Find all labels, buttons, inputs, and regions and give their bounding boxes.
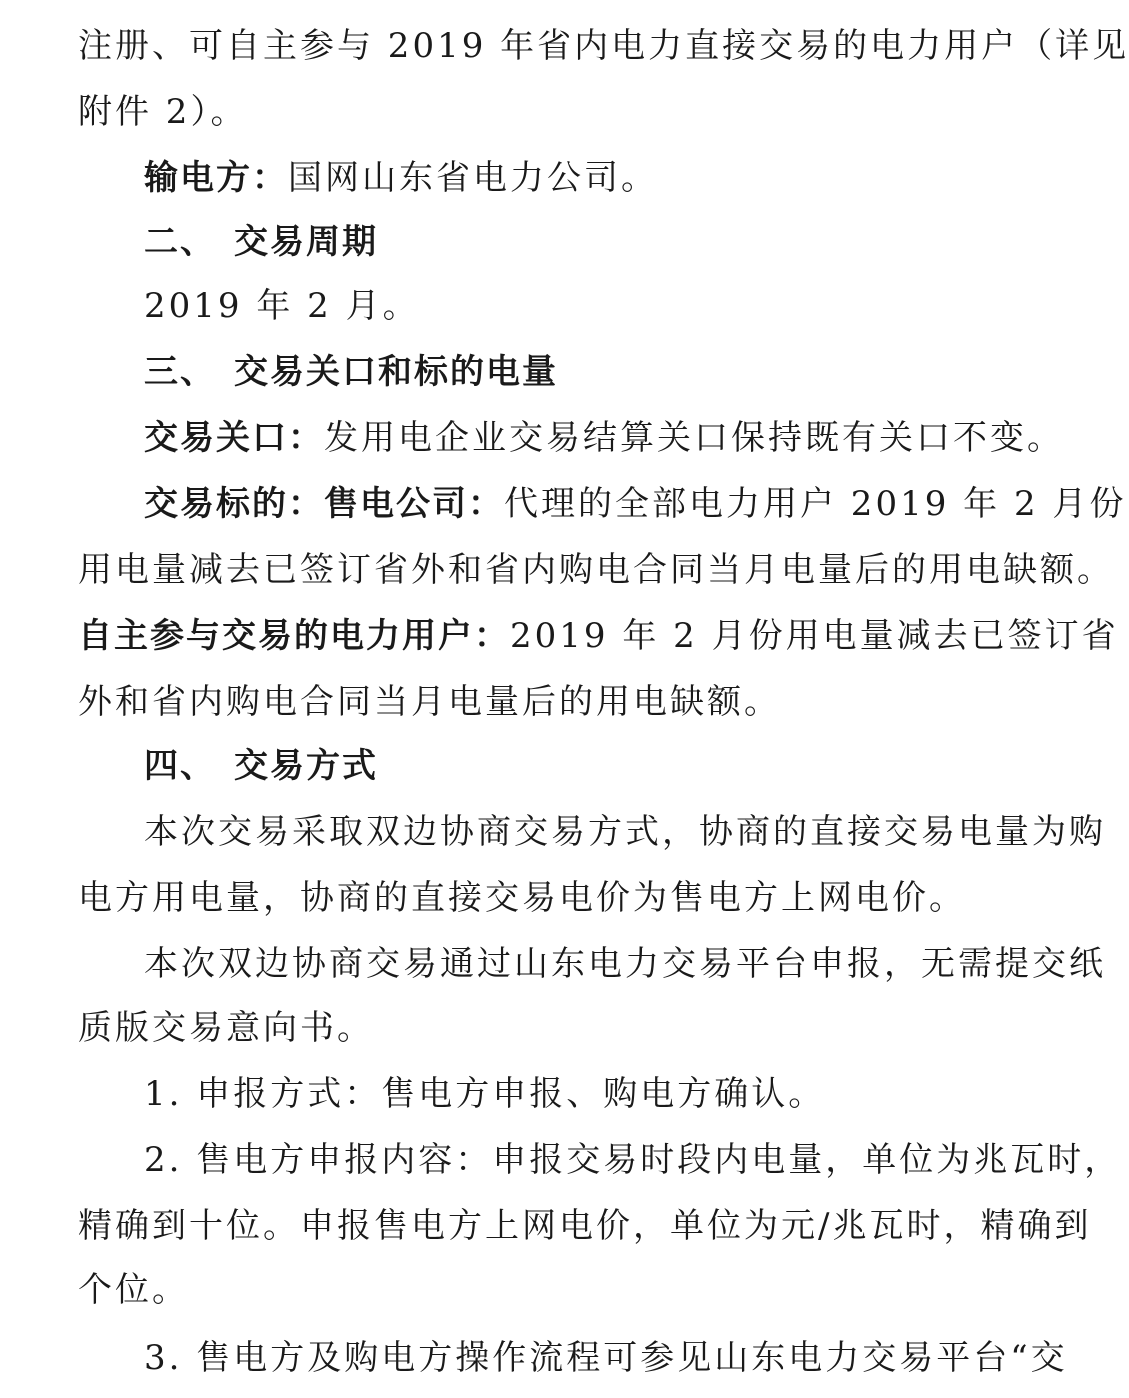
- text: 本次双边协商交易通过山东电力交易平台申报，无需提交纸: [144, 944, 1106, 984]
- paragraph-line: [78, 866, 1008, 930]
- paragraph-line: [78, 538, 1114, 602]
- text: 附件 2）。: [78, 92, 248, 132]
- bold-label: 交易关口：: [144, 418, 324, 458]
- paragraph-line: [78, 996, 1008, 1060]
- paragraph-line: [78, 670, 1008, 734]
- paragraph-line: [144, 146, 1008, 210]
- bold-label: 输电方：: [144, 158, 288, 198]
- bold-label: 售电公司：: [324, 484, 504, 524]
- text: 2019 年 2 月份用电量减去已签订省: [510, 616, 1119, 656]
- text: 本次交易采取双边协商交易方式，协商的直接交易电量为购: [144, 812, 1106, 852]
- paragraph-line: [78, 14, 1129, 78]
- section-number: 二、: [144, 222, 216, 262]
- section-title: 交易周期: [234, 222, 378, 262]
- bold-label: 交易标的：: [144, 484, 324, 524]
- paragraph-line: [144, 800, 1106, 864]
- bold-label: 自主参与交易的电力用户：: [78, 616, 510, 656]
- text: 代理的全部电力用户 2019 年 2 月份: [504, 484, 1127, 524]
- paragraph-line: [78, 604, 1119, 668]
- paragraph-line: [144, 932, 1106, 996]
- paragraph-line: [144, 472, 1127, 536]
- section-title: 交易关口和标的电量: [234, 352, 558, 392]
- section-heading: [144, 734, 1008, 798]
- text: 2. 售电方申报内容：申报交易时段内电量，单位为兆瓦时，: [144, 1140, 1122, 1180]
- text: 电方用电量，协商的直接交易电价为售电方上网电价。: [78, 878, 966, 918]
- paragraph-line: [144, 274, 1008, 338]
- text: 1. 申报方式：售电方申报、购电方确认。: [144, 1074, 826, 1114]
- text: 用电量减去已签订省外和省内购电合同当月电量后的用电缺额。: [78, 550, 1114, 590]
- text: 发用电企业交易结算关口保持既有关口不变。: [324, 418, 1064, 458]
- paragraph-line: [144, 406, 1064, 470]
- text: 3. 售电方及购电方操作流程可参见山东电力交易平台“交: [144, 1338, 1068, 1378]
- text: 精确到十位。申报售电方上网电价，单位为元/兆瓦时，精确到: [78, 1206, 1092, 1246]
- section-title: 交易方式: [234, 746, 378, 786]
- list-item: [144, 1128, 1122, 1192]
- section-heading: [144, 340, 1008, 404]
- paragraph-line: [78, 1258, 1008, 1322]
- list-item: [144, 1326, 1068, 1390]
- text: 个位。: [78, 1270, 189, 1310]
- paragraph-line: [78, 1194, 1092, 1258]
- paragraph-line: [78, 80, 1008, 144]
- text: 注册、可自主参与 2019 年省内电力直接交易的电力用户（详见: [78, 26, 1129, 66]
- text: 外和省内购电合同当月电量后的用电缺额。: [78, 682, 781, 722]
- section-number: 四、: [144, 746, 216, 786]
- section-number: 三、: [144, 352, 216, 392]
- list-item: [144, 1062, 1008, 1126]
- text: 质版交易意向书。: [78, 1008, 374, 1048]
- section-heading: [144, 210, 1008, 274]
- text: 2019 年 2 月。: [144, 286, 420, 326]
- text: 国网山东省电力公司。: [288, 158, 658, 198]
